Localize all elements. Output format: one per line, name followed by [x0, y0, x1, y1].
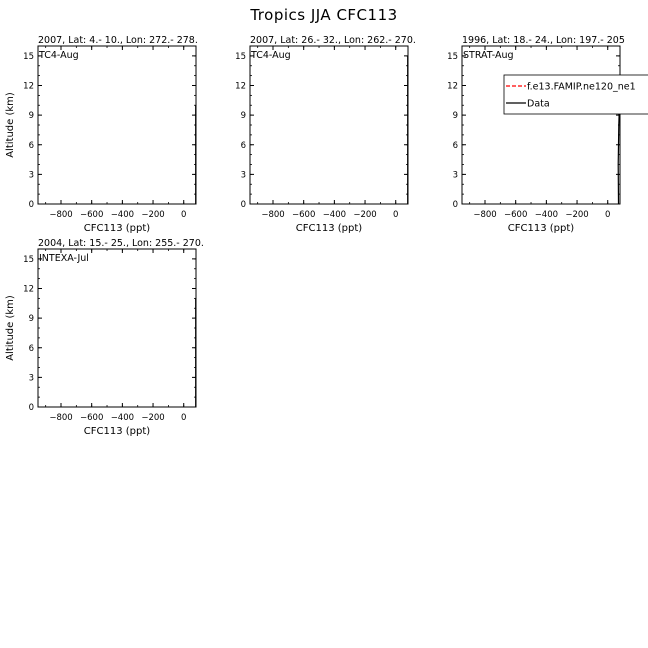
y-axis-label: Altitude (km)	[5, 295, 16, 361]
y-axis-label: Altitude (km)	[5, 92, 16, 158]
plot-frame	[38, 46, 196, 204]
x-tick-label: −400	[322, 210, 347, 220]
figure-title: Tropics JJA CFC113	[250, 6, 398, 24]
campaign-label: STRAT-Aug	[463, 50, 514, 61]
x-tick-label: −800	[49, 210, 73, 220]
y-tick-label: 12	[235, 81, 246, 92]
y-tick-label: 15	[23, 51, 34, 62]
legend-label: f.e13.FAMIP.ne120_ne1	[527, 81, 636, 93]
panel-subtitle: 2007, Lat: 26.- 32., Lon: 262.- 270.	[250, 35, 416, 46]
x-tick-label: −800	[261, 210, 285, 220]
x-tick-label: −400	[534, 210, 559, 220]
panel-2	[235, 35, 416, 234]
x-tick-label: −200	[141, 413, 165, 423]
y-tick-label: 9	[452, 111, 458, 122]
y-tick-label: 12	[23, 284, 34, 295]
x-tick-label: −600	[80, 413, 104, 423]
x-tick-label: −600	[292, 210, 316, 220]
panel-subtitle: 1996, Lat: 18.- 24., Lon: 197.- 205	[462, 35, 625, 46]
x-tick-label: −200	[141, 210, 165, 220]
x-tick-label: −200	[565, 210, 589, 220]
y-tick-label: 0	[240, 200, 246, 210]
x-tick-label: 0	[393, 210, 399, 220]
x-tick-label: 0	[181, 210, 187, 220]
y-tick-label: 3	[452, 170, 458, 181]
y-tick-label: 6	[28, 140, 34, 151]
x-tick-label: −400	[110, 413, 135, 423]
x-tick-label: −200	[353, 210, 377, 220]
y-tick-label: 9	[28, 314, 34, 325]
legend-label: Data	[527, 98, 550, 110]
y-tick-label: 9	[28, 111, 34, 122]
y-tick-label: 6	[28, 343, 34, 354]
panel-4	[5, 238, 204, 437]
y-tick-label: 15	[23, 254, 34, 265]
panel-3	[447, 35, 648, 234]
x-axis-label: CFC113 (ppt)	[507, 223, 575, 234]
y-tick-label: 0	[28, 403, 34, 413]
legend	[504, 75, 648, 114]
y-tick-label: 0	[28, 200, 34, 210]
y-tick-label: 6	[240, 140, 246, 151]
y-tick-label: 9	[240, 111, 246, 122]
y-tick-label: 3	[28, 170, 34, 181]
x-tick-label: −400	[110, 210, 135, 220]
y-tick-label: 15	[447, 51, 458, 62]
y-tick-label: 0	[452, 200, 458, 210]
plot-frame	[38, 249, 196, 407]
x-axis-label: CFC113 (ppt)	[83, 223, 151, 234]
x-tick-label: −600	[80, 210, 104, 220]
x-axis-label: CFC113 (ppt)	[295, 223, 363, 234]
y-tick-label: 3	[28, 373, 34, 384]
x-tick-label: −800	[49, 413, 73, 423]
campaign-label: INTEXA-Jul	[39, 253, 89, 264]
y-tick-label: 15	[235, 51, 246, 62]
panel-1	[5, 35, 198, 234]
y-tick-label: 6	[452, 140, 458, 151]
campaign-label: TC4-Aug	[39, 50, 79, 61]
panel-subtitle: 2007, Lat: 4.- 10., Lon: 272.- 278.	[38, 35, 198, 46]
x-tick-label: −600	[504, 210, 528, 220]
plot-frame	[250, 46, 408, 204]
x-axis-label: CFC113 (ppt)	[83, 426, 151, 437]
campaign-label: TC4-Aug	[251, 50, 291, 61]
x-tick-label: 0	[181, 413, 187, 423]
plot-frame	[462, 46, 620, 204]
y-tick-label: 12	[447, 81, 458, 92]
x-tick-label: −800	[473, 210, 497, 220]
x-tick-label: 0	[605, 210, 611, 220]
y-tick-label: 3	[240, 170, 246, 181]
panel-subtitle: 2004, Lat: 15.- 25., Lon: 255.- 270.	[38, 238, 204, 249]
y-tick-label: 12	[23, 81, 34, 92]
